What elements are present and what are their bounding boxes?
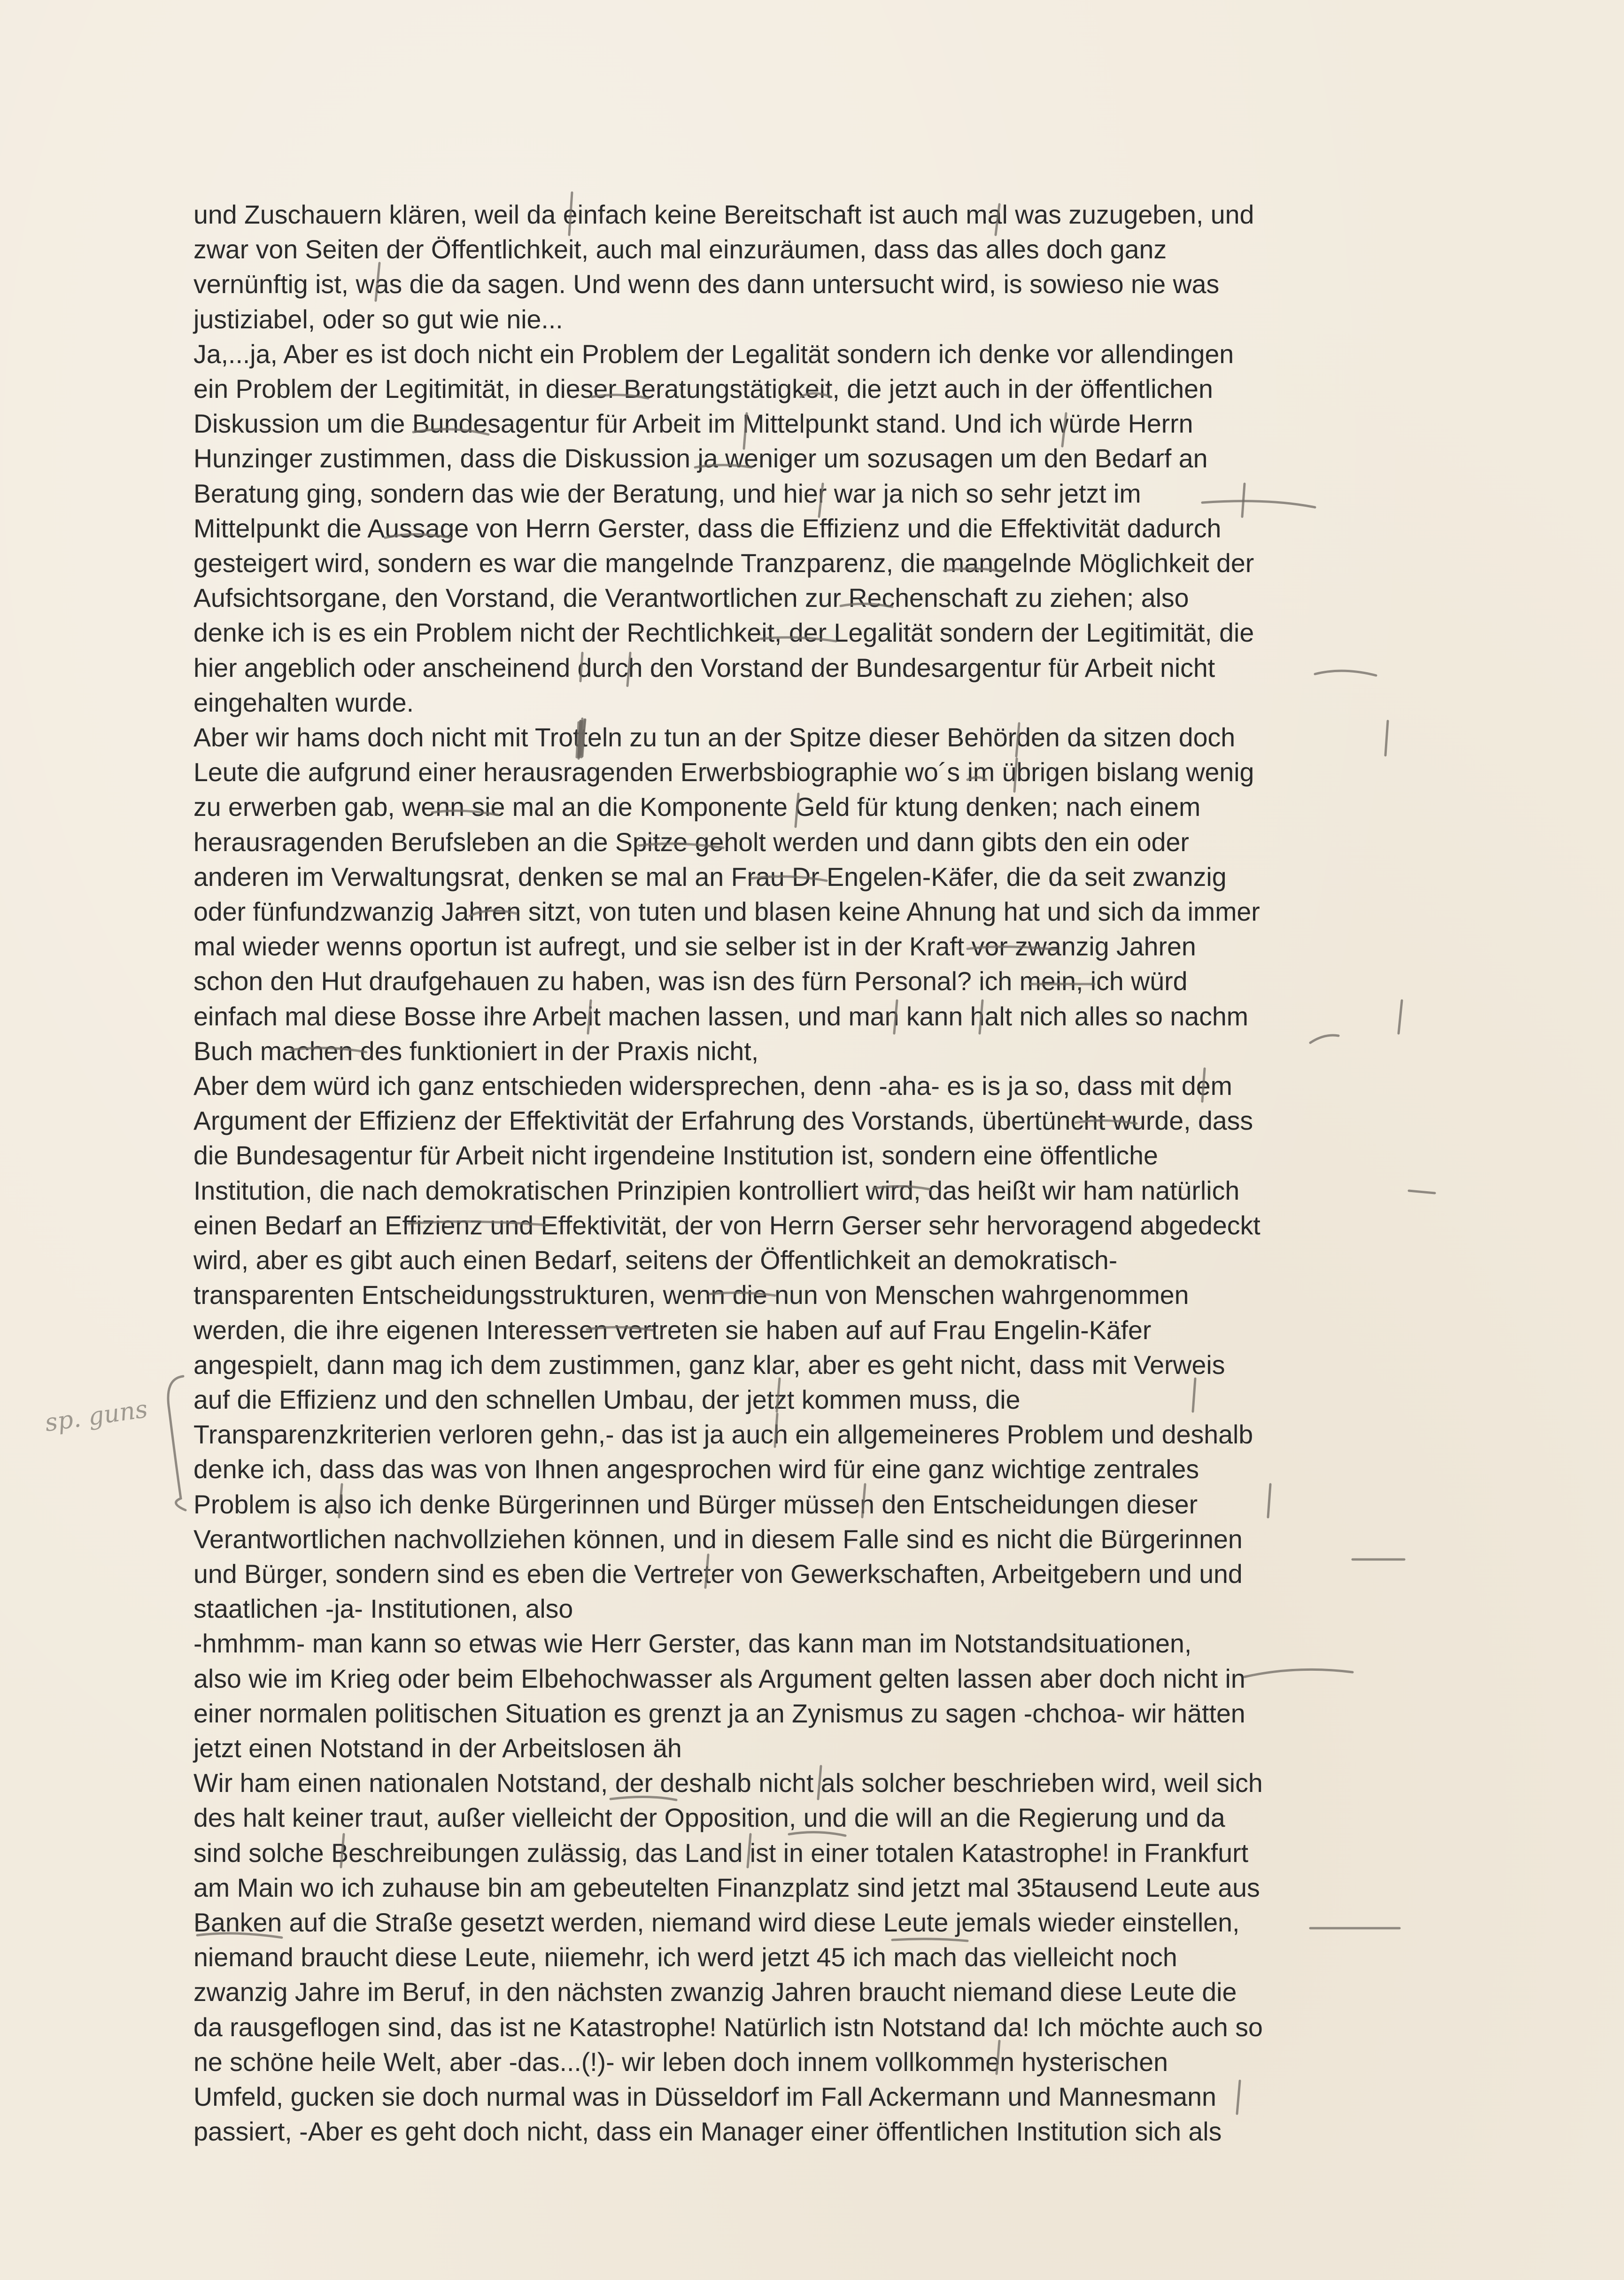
text-line: passiert, -Aber es geht doch nicht, dass ein Manager einer öffentlichen Institution sich als xyxy=(193,2117,1222,2147)
text-line: werden, die ihre eigenen Interessen vertreten sie haben auf auf Frau Engelin-Käfer xyxy=(193,1315,1152,1345)
text-line: Ja,...ja, Aber es ist doch nicht ein Problem der Legalität sondern ich denke vor allendingen xyxy=(193,339,1234,369)
text-line: zwar von Seiten der Öffentlichkeit, auch mal einzuräumen, dass das alles doch ganz xyxy=(193,235,1167,264)
text-line: Institution, die nach demokratischen Prinzipien kontrolliert wird, das heißt wir ham natürlich xyxy=(193,1176,1240,1205)
text-line: angespielt, dann mag ich dem zustimmen, ganz klar, aber es geht nicht, dass mit Verweis xyxy=(193,1350,1225,1380)
text-line: Diskussion um die Bundesagentur für Arbeit im Mittelpunkt stand. Und ich würde Herrn xyxy=(193,409,1193,439)
text-line: da rausgeflogen sind, das ist ne Katastrophe! Natürlich istn Notstand da! Ich möchte auch so xyxy=(193,2012,1263,2042)
text-line: gesteigert wird, sondern es war die mangelnde Tranzparenz, die mangelnde Möglichkeit der xyxy=(193,549,1254,578)
text-line: und Bürger, sondern sind es eben die Vertreter von Gewerkschaften, Arbeitgebern und und xyxy=(193,1559,1243,1589)
text-line: einfach mal diese Bosse ihre Arbeit machen lassen, und man kann halt nich alles so nachm xyxy=(193,1001,1248,1031)
text-line: vernünftig ist, was die da sagen. Und wenn des dann untersucht wird, is sowieso nie was xyxy=(193,270,1220,299)
text-line: schon den Hut draufgehauen zu haben, was isn des fürn Personal? ich mein, ich würd xyxy=(193,967,1188,996)
text-line: Banken auf die Straße gesetzt werden, niemand wird diese Leute jemals wieder einstellen, xyxy=(193,1908,1240,1937)
text-line: oder fünfundzwanzig Jahren sitzt, von tuten und blasen keine Ahnung hat und sich da immer xyxy=(193,897,1260,927)
text-line: justiziabel, oder so gut wie nie... xyxy=(193,304,563,334)
text-line: -hmhmm- man kann so etwas wie Herr Gerster, das kann man im Notstandsituationen, xyxy=(193,1629,1192,1659)
text-line: hier angeblich oder anscheinend durch den Vorstand der Bundesargentur für Arbeit nicht xyxy=(193,653,1215,682)
text-line: also wie im Krieg oder beim Elbehochwasser als Argument gelten lassen aber doch nicht in xyxy=(193,1664,1245,1693)
text-line: Aufsichtsorgane, den Vorstand, die Verantwortlichen zur Rechenschaft zu ziehen; also xyxy=(193,583,1189,613)
text-line: wird, aber es gibt auch einen Bedarf, seitens der Öffentlichkeit an demokratisch- xyxy=(193,1246,1118,1275)
text-line: Mittelpunkt die Aussage von Herrn Gerster, dass die Effizienz und die Effektivität dadurch xyxy=(193,513,1222,543)
text-line: Leute die aufgrund einer herausragenden Erwerbsbiographie wo´s im übrigen bislang wenig xyxy=(193,758,1254,787)
text-line: Aber dem würd ich ganz entschieden widersprechen, denn -aha- es is ja so, dass mit dem xyxy=(193,1071,1232,1101)
text-line: zwanzig Jahre im Beruf, in den nächsten zwanzig Jahren braucht niemand diese Leute die xyxy=(193,1978,1237,2007)
text-line: staatlichen -ja- Institutionen, also xyxy=(193,1594,573,1624)
text-line: Argument der Effizienz der Effektivität der Erfahrung des Vorstands, übertüncht wurde, dass xyxy=(193,1106,1253,1136)
text-line: Verantwortlichen nachvollziehen können, und in diesem Falle sind es nicht die Bürgerinnen xyxy=(193,1524,1243,1554)
text-line: Hunzinger zustimmen, dass die Diskussion ja weniger um sozusagen um den Bedarf an xyxy=(193,444,1208,473)
text-line: auf die Effizienz und den schnellen Umbau, der jetzt kommen muss, die xyxy=(193,1385,1021,1414)
text-line: Wir ham einen nationalen Notstand, der deshalb nicht als solcher beschrieben wird, weil sich xyxy=(193,1768,1263,1798)
text-line: mal wieder wenns oportun ist aufregt, und sie selber ist in der Kraft vor zwanzig Jahren xyxy=(193,932,1196,962)
text-line: ein Problem der Legitimität, in dieser Beratungstätigkeit, die jetzt auch in der öffentlichen xyxy=(193,374,1213,404)
margin-handwritten-note: sp. guns xyxy=(43,1395,150,1438)
text-line: Beratung ging, sondern das wie der Beratung, und hier war ja nich so sehr jetzt im xyxy=(193,479,1141,508)
text-line: jetzt einen Notstand in der Arbeitslosen äh xyxy=(193,1733,682,1763)
text-line: ne schöne heile Welt, aber -das...(!)- wir leben doch innem vollkommen hysterischen xyxy=(193,2047,1168,2077)
text-line: Umfeld, gucken sie doch nurmal was in Düsseldorf im Fall Ackermann und Mannesmann xyxy=(193,2082,1216,2111)
text-line: einer normalen politischen Situation es grenzt ja an Zynismus zu sagen -chchoa- wir hätten xyxy=(193,1698,1245,1728)
text-line: anderen im Verwaltungsrat, denken se mal an Frau Dr Engelen-Käfer, die da seit zwanzig xyxy=(193,862,1227,892)
text-line: und Zuschauern klären, weil da einfach keine Bereitschaft ist auch mal was zuzugeben, und xyxy=(193,200,1254,229)
text-line: Transparenzkriterien verloren gehn,- das ist ja auch ein allgemeineres Problem und deshalb xyxy=(193,1420,1253,1450)
text-line: am Main wo ich zuhause bin am gebeutelten Finanzplatz sind jetzt mal 35tausend Leute aus xyxy=(193,1873,1260,1902)
text-line: eingehalten wurde. xyxy=(193,688,414,717)
text-line: einen Bedarf an Effizienz und Effektivität, der von Herrn Gerser sehr hervoragend abgedeckt xyxy=(193,1210,1261,1240)
text-line: Buch machen des funktioniert in der Praxis nicht, xyxy=(193,1036,759,1066)
text-line: Problem is also ich denke Bürgerinnen und Bürger müssen den Entscheidungen dieser xyxy=(193,1489,1198,1519)
text-line: denke ich, dass das was von Ihnen angesprochen wird für eine ganz wichtige zentrales xyxy=(193,1455,1199,1484)
text-line: transparenten Entscheidungsstrukturen, wenn die nun von Menschen wahrgenommen xyxy=(193,1280,1189,1310)
margin-bracket xyxy=(168,1376,186,1510)
text-line: denke ich is es ein Problem nicht der Rechtlichkeit, der Legalität sondern der Legitimität, die xyxy=(193,618,1254,648)
text-line: herausragenden Berufsleben an die Spitze geholt werden und dann gibts den ein oder xyxy=(193,827,1189,857)
text-line: des halt keiner traut, außer vielleicht der Opposition, und die will an die Regierung und da xyxy=(193,1803,1225,1833)
text-line: zu erwerben gab, wenn sie mal an die Komponente Geld für ktung denken; nach einem xyxy=(193,792,1201,822)
text-line: sind solche Beschreibungen zulässig, das Land ist in einer totalen Katastrophe! in Frankfurt xyxy=(193,1838,1248,1868)
text-line: niemand braucht diese Leute, niiemehr, ich werd jetzt 45 ich mach das vielleicht noch xyxy=(193,1943,1177,1972)
transcript-text xyxy=(193,197,1443,2149)
text-line: die Bundesagentur für Arbeit nicht irgendeine Institution ist, sondern eine öffentliche xyxy=(193,1141,1158,1171)
text-line: Aber wir hams doch nicht mit Trotteln zu tun an der Spitze dieser Behörden da sitzen doch xyxy=(193,723,1236,752)
